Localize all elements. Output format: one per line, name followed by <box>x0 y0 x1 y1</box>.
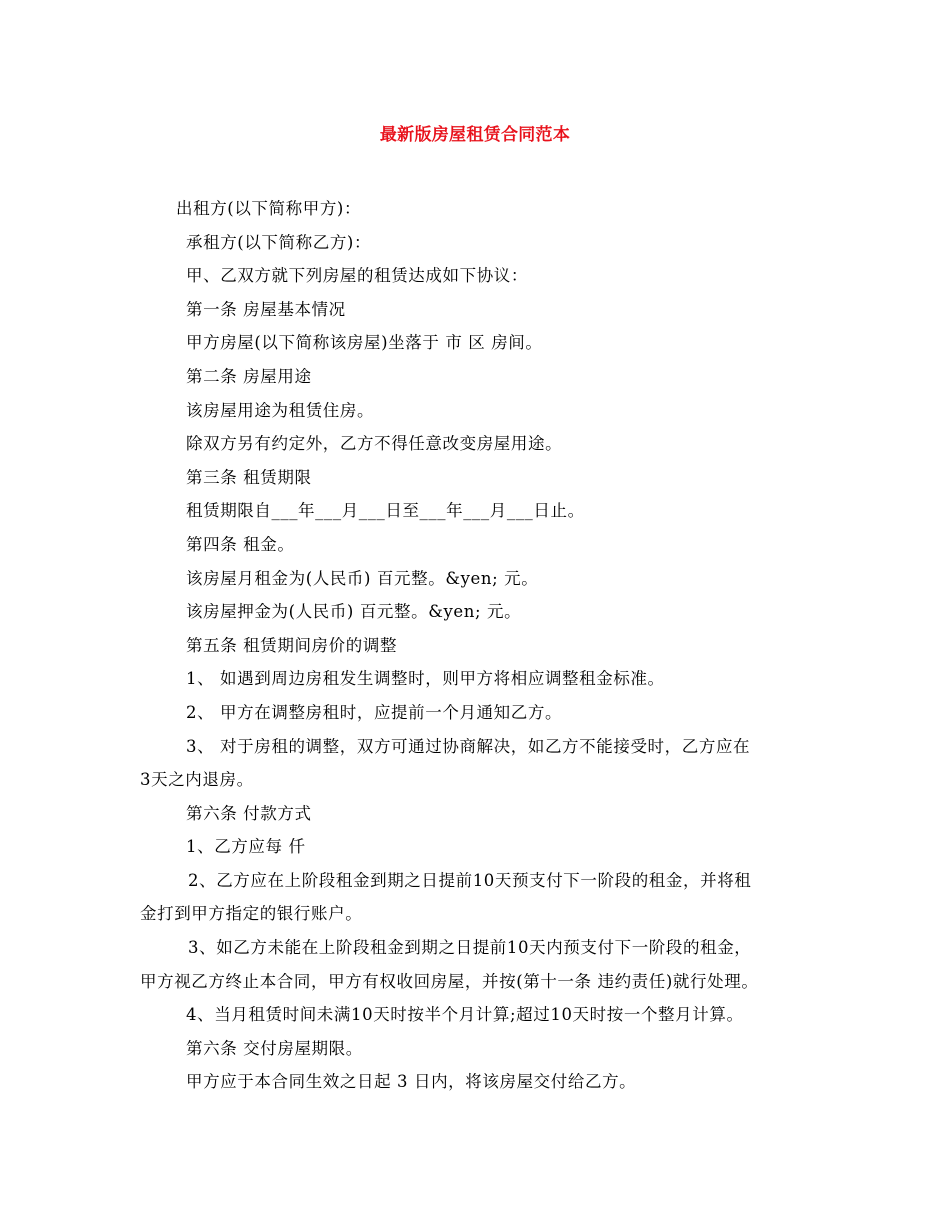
article-1-heading: 第一条 房屋基本情况 <box>186 299 346 319</box>
lessor-line: 出租方(以下简称甲方)： <box>176 199 362 218</box>
article-6-item-3-cont: 甲方视乙方终止本合同，甲方有权收回房屋，并按(第十一条 违约责任)就行处理。 <box>140 971 759 991</box>
article-4-heading: 第四条 租金。 <box>186 534 295 554</box>
article-6-item-1: 1、乙方应每 仟 <box>186 837 306 857</box>
article-6-item-3: 3、如乙方未能在上阶段租金到期之日提前10天内预支付下一阶段的租金， <box>188 938 752 958</box>
article-2-text-2: 除双方另有约定外，乙方不得任意改变房屋用途。 <box>186 434 563 454</box>
article-6-item-2-cont: 金打到甲方指定的银行账户。 <box>140 904 363 924</box>
monthly-rent-line: 该房屋月租金为(人民币) 百元整。&yen; 元。 <box>186 568 539 588</box>
delivery-heading: 第六条 交付房屋期限。 <box>186 1038 363 1058</box>
article-2-text-1: 该房屋用途为租赁住房。 <box>186 400 375 420</box>
article-6-item-2: 2、乙方应在上阶段租金到期之日提前10天预支付下一阶段的租金，并将租 <box>188 870 752 890</box>
article-3-text: 租赁期限自___年___月___日至___年___月___日止。 <box>186 501 585 521</box>
article-2-heading: 第二条 房屋用途 <box>186 366 312 386</box>
article-1-text: 甲方房屋(以下简称该房屋)坐落于 市 区 房间。 <box>186 333 543 353</box>
lessee-line: 承租方(以下简称乙方)： <box>186 232 372 252</box>
agreement-intro: 甲、乙双方就下列房屋的租赁达成如下协议： <box>186 266 528 286</box>
delivery-text: 甲方应于本合同生效之日起 3 日内，将该房屋交付给乙方。 <box>186 1072 637 1092</box>
article-6-heading: 第六条 付款方式 <box>186 803 312 823</box>
article-5-heading: 第五条 租赁期间房价的调整 <box>186 635 398 655</box>
article-5-item-2: 2、 甲方在调整房租时，应提前一个月通知乙方。 <box>186 702 563 722</box>
document-body <box>140 192 820 1099</box>
article-5-item-3: 3、 对于房租的调整，双方可通过协商解决，如乙方不能接受时，乙方应在 <box>186 736 751 756</box>
article-5-item-1: 1、 如遇到周边房租发生调整时，则甲方将相应调整租金标准。 <box>186 669 665 689</box>
article-3-heading: 第三条 租赁期限 <box>186 467 312 487</box>
article-6-item-4: 4、当月租赁时间未满10天时按半个月计算;超过10天时按一个整月计算。 <box>186 1005 744 1025</box>
deposit-line: 该房屋押金为(人民币) 百元整。&yen; 元。 <box>186 602 522 622</box>
article-5-item-3-cont: 3天之内退房。 <box>140 770 254 790</box>
document-title: 最新版房屋租赁合同范本 <box>379 125 571 145</box>
